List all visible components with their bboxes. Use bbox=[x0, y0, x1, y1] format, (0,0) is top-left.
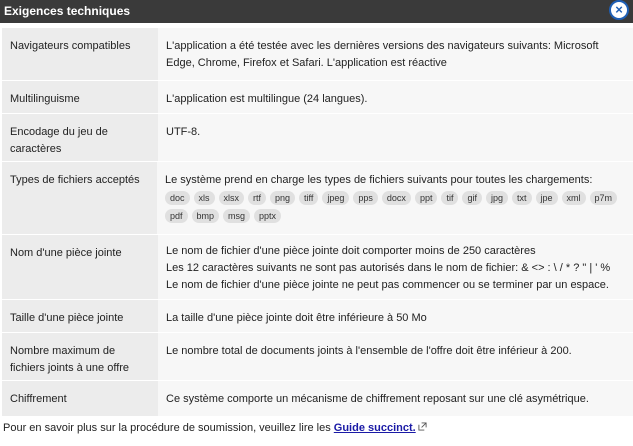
row-label: Multilinguisme bbox=[2, 81, 158, 113]
file-type-tag: doc bbox=[165, 191, 190, 205]
table-row bbox=[2, 114, 633, 162]
file-type-tag: pptx bbox=[254, 209, 281, 223]
file-type-tag: jpe bbox=[536, 191, 558, 205]
row-value bbox=[158, 333, 633, 380]
file-type-tag: jpeg bbox=[322, 191, 349, 205]
file-type-tag: xls bbox=[194, 191, 215, 205]
file-type-tag: png bbox=[270, 191, 295, 205]
guide-link[interactable]: Guide succinct. bbox=[333, 422, 416, 434]
value-line: L'application est multilingue (24 langues). bbox=[166, 93, 368, 105]
value-line: Le système prend en charge les types de fichiers suivants pour toutes les chargements: bbox=[165, 174, 593, 186]
row-value bbox=[158, 235, 633, 299]
file-type-tag: docx bbox=[382, 191, 411, 205]
file-type-tags bbox=[165, 191, 625, 223]
row-label: Chiffrement bbox=[2, 381, 158, 416]
file-type-tag: txt bbox=[512, 191, 532, 205]
table-row bbox=[2, 28, 633, 81]
value-line: La taille d'une pièce jointe doit être inférieure à 50 Mo bbox=[166, 312, 427, 324]
row-value bbox=[158, 114, 633, 161]
external-link-icon bbox=[418, 422, 427, 433]
file-type-tag: rtf bbox=[248, 191, 266, 205]
table-row bbox=[2, 81, 633, 114]
row-label: Types de fichiers acceptés bbox=[2, 162, 157, 234]
file-type-tag: pdf bbox=[165, 209, 188, 223]
requirements-table bbox=[2, 28, 633, 416]
row-value bbox=[157, 162, 633, 234]
row-value bbox=[158, 300, 633, 332]
footer-note bbox=[3, 422, 427, 434]
row-value bbox=[158, 381, 633, 416]
dialog-title: Exigences techniques bbox=[4, 4, 131, 18]
value-line: Ce système comporte un mécanisme de chiffrement reposant sur une clé asymétrique. bbox=[166, 393, 589, 405]
table-row bbox=[2, 162, 633, 235]
file-type-tag: xml bbox=[562, 191, 586, 205]
table-row bbox=[2, 235, 633, 300]
file-type-tag: ppt bbox=[415, 191, 438, 205]
value-line: Le nombre total de documents joints à l'ensemble de l'offre doit être inférieur à 200. bbox=[166, 345, 572, 357]
row-value bbox=[158, 81, 633, 113]
table-row bbox=[2, 300, 633, 333]
file-type-tag: pps bbox=[353, 191, 378, 205]
close-icon: × bbox=[615, 2, 623, 17]
file-type-tag: tiff bbox=[299, 191, 318, 205]
table-row bbox=[2, 333, 633, 381]
value-line: UTF-8. bbox=[166, 126, 201, 138]
file-type-tag: gif bbox=[462, 191, 482, 205]
row-label: Nom d'une pièce jointe bbox=[2, 235, 158, 299]
file-type-tag: msg bbox=[223, 209, 250, 223]
close-button[interactable] bbox=[609, 0, 629, 20]
file-type-tag: xlsx bbox=[219, 191, 245, 205]
file-type-tag: tif bbox=[441, 191, 458, 205]
row-label: Taille d'une pièce jointe bbox=[2, 300, 158, 332]
value-line: Les 12 caractères suivants ne sont pas autorisés dans le nom de fichier: & <> : \ / * ? " | ' % bbox=[166, 262, 611, 274]
file-type-tag: jpg bbox=[486, 191, 508, 205]
file-type-tag: p7m bbox=[590, 191, 618, 205]
dialog-titlebar bbox=[0, 0, 633, 23]
row-label: Encodage du jeu de caractères bbox=[2, 114, 158, 161]
value-line: Le nom de fichier d'une pièce jointe doit comporter moins de 250 caractères bbox=[166, 245, 536, 257]
file-type-tag: bmp bbox=[192, 209, 220, 223]
value-line: L'application a été testée avec les dernières versions des navigateurs suivants: Microsoft Edge, Chrome, Firefox et Safari. L'application est réactive bbox=[166, 40, 599, 69]
row-label: Nombre maximum de fichiers joints à une offre bbox=[2, 333, 158, 380]
footer-text: Pour en savoir plus sur la procédure de soumission, veuillez lire les bbox=[3, 422, 334, 434]
value-line: Le nom de fichier d'une pièce jointe ne peut pas commencer ou se terminer par un espace. bbox=[166, 279, 609, 291]
row-label: Navigateurs compatibles bbox=[2, 28, 158, 80]
row-value bbox=[158, 28, 633, 80]
table-row bbox=[2, 381, 633, 416]
